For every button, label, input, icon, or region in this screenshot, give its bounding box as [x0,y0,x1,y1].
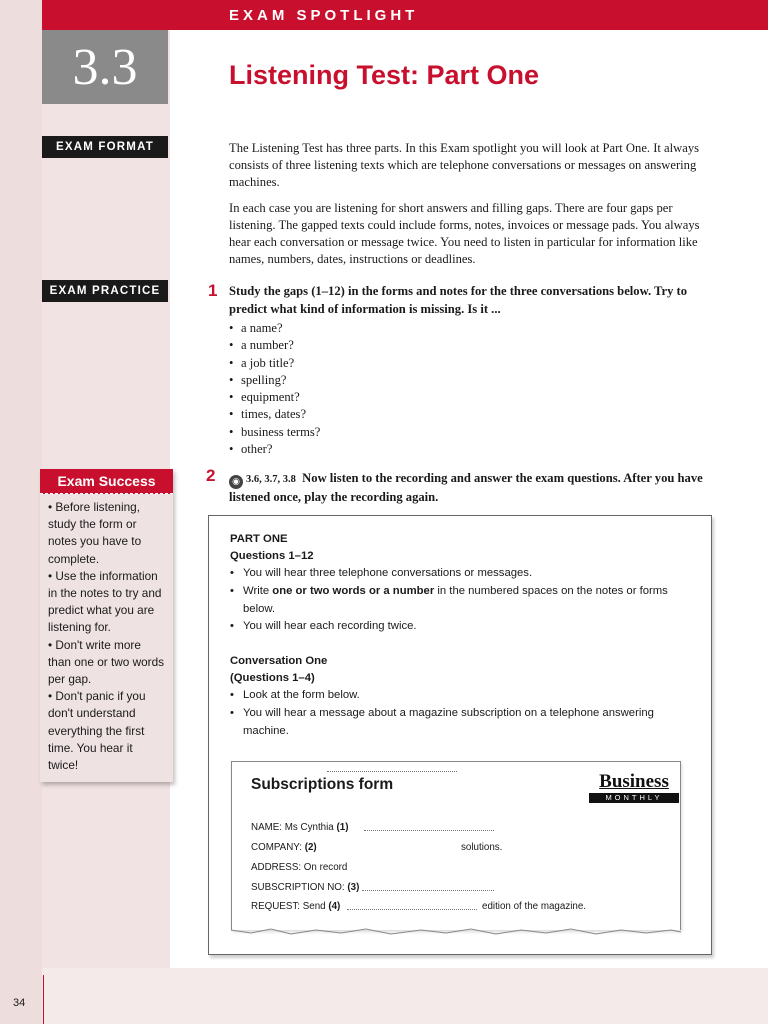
exam-success-title: Exam Success [40,469,173,494]
answer-gap-2[interactable] [327,762,457,772]
part-heading: PART ONE [230,533,288,545]
intro-paragraph-1: The Listening Test has three parts. In this Exam spotlight you will look at Part One. It always consists of three listening texts which are telephone conversations or messages on answering machines. [229,141,700,189]
page-number: 34 [13,997,26,1009]
list-item: • a number? [229,337,320,354]
list-item: • Before listening, study the form or notes you have to complete. [48,500,142,566]
list-item: • a job title? [229,355,320,372]
exercise-1-instruction: Study the gaps (1–12) in the forms and notes for the three conversations below. Try to predict what kind of information is missing. Is it ... [229,284,688,316]
conversation-heading: Conversation One [230,655,328,667]
exam-practice-label: EXAM PRACTICE [42,280,168,302]
instruction-item: • You will hear three telephone conversations or messages. [230,565,693,583]
torn-edge [231,928,681,938]
answer-gap-1[interactable] [364,821,494,831]
instruction-item: • Look at the form below. [230,687,693,705]
list-item: • business terms? [229,424,320,441]
form-title: Subscriptions form [251,776,394,793]
unit-number: 3.3 [72,39,138,96]
list-item: • other? [229,441,320,458]
form-row-request-suffix: edition of the magazine. [482,901,587,912]
list-item: • spelling? [229,372,320,389]
form-row-name: NAME: Ms Cynthia (1) [251,822,349,833]
list-item: • Use the information in the notes to try and predict what you are listening for. [48,568,162,635]
exam-question-box [208,515,712,955]
form-row-company-suffix: solutions. [461,842,503,853]
questions-range: Questions 1–12 [230,550,314,562]
list-item: • Don't write more than one or two words per gap. [48,637,165,687]
exam-format-label: EXAM FORMAT [42,136,168,158]
unit-number-box [42,30,168,104]
list-item: • equipment? [229,389,320,406]
left-margin [0,0,42,1024]
answer-gap-3[interactable] [362,881,494,891]
exam-spotlight-banner [42,0,768,30]
form-row-address: ADDRESS: On record [251,862,348,873]
page-number-rule [43,975,44,1024]
audio-cd-icon: ◉ [229,475,243,489]
subscriptions-form [231,761,681,930]
banner-text: EXAM SPOTLIGHT [229,7,419,24]
exercise-2-text: Now listen to the recording and answer the exam questions. After you have listened once, play the recording again. [229,471,703,504]
exam-success-box [40,469,173,782]
form-row-company: COMPANY: (2) [251,842,317,853]
form-row-request: REQUEST: Send (4) [251,901,341,912]
instruction-item: • You will hear a message about a magazine subscription on a telephone answering machine. [230,705,693,740]
list-item: • times, dates? [229,406,320,423]
intro-paragraph-2: In each case you are listening for short answers and filling gaps. There are four gaps per listening. The gapped texts could include forms, notes, invoices or message pads. You always hear each conversation or message twice. You need to listen in particular for information like names, numbers, dates, instructions or deadlines. [229,201,700,266]
form-row-subscription: SUBSCRIPTION NO: (3) [251,882,360,893]
business-monthly-logo: Business MONTHLY [589,773,679,803]
instruction-item: • You will hear each recording twice. [230,618,693,636]
conversation-questions: (Questions 1–4) [230,672,315,684]
exercise-1-number: 1 [208,281,218,300]
exercise-1-bullet-list [229,320,320,458]
list-item: • a name? [229,320,320,337]
list-item: • Don't panic if you don't understand everything the first time. You hear it twice! [48,689,146,773]
instruction-item: • Write one or two words or a number in the numbered spaces on the notes or forms below. [230,583,693,618]
track-numbers: 3.6, 3.7, 3.8 [246,474,296,485]
exam-success-tips [40,494,173,774]
exercise-2-instruction [229,470,709,507]
page-title: Listening Test: Part One [229,60,540,90]
answer-gap-4[interactable] [347,900,477,910]
exercise-2-number: 2 [206,466,216,485]
